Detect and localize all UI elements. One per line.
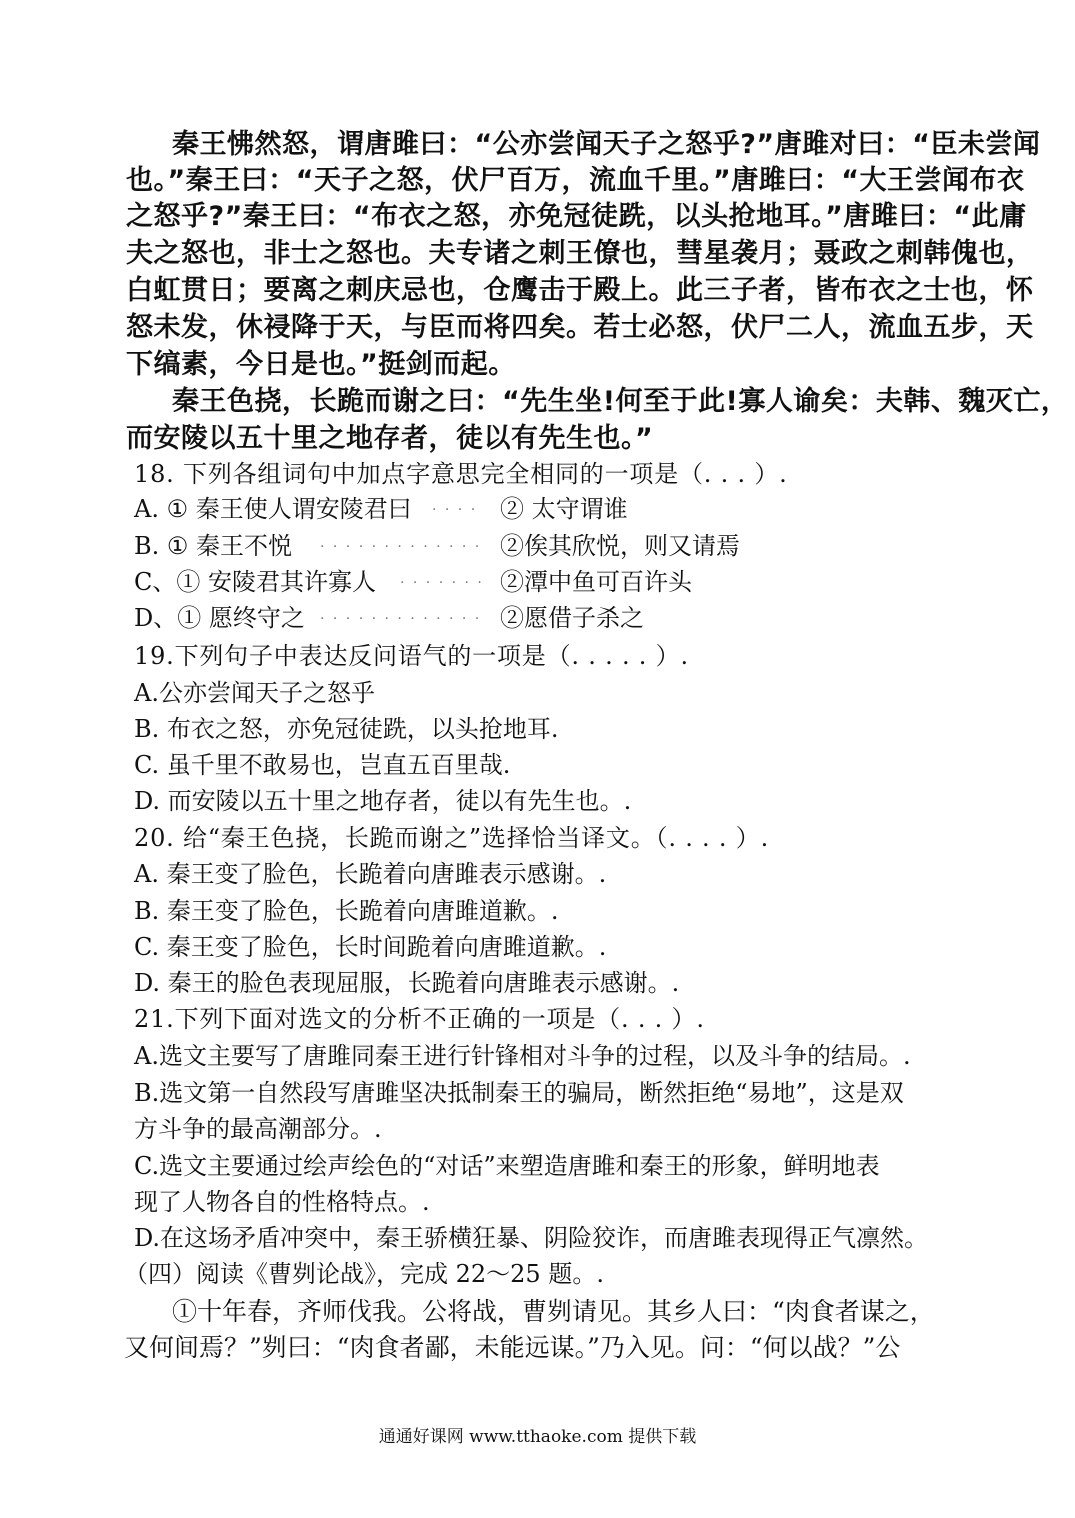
passage-line: 白虹贯日；要离之刺庆忌也，仓鹰击于殿上。此三子者，皆布衣之士也，怀 (126, 275, 1034, 306)
question-18-option-c (134, 562, 834, 596)
question-21-option: 现了人物各自的性格特点。. (134, 1188, 430, 1216)
question-19-option: D. 而安陵以五十里之地存者，徒以有先生也。. (134, 787, 632, 815)
passage-line: 秦王怫然怒，谓唐雎曰：“公亦尝闻天子之怒乎?”唐雎对曰：“臣未尝闻 (172, 129, 1041, 160)
question-19-stem: 19.下列句子中表达反问语气的一项是（. . . . . ）. (134, 642, 689, 670)
option-left: B. ① 秦王不悦 (134, 532, 293, 560)
option-right: ②愿借子杀之 (500, 604, 644, 632)
passage-line: 又何间焉？”刿曰：“肉食者鄙，未能远谋。”乃入见。问：“何以战？”公 (124, 1333, 901, 1362)
section-heading: （四）阅读《曹刿论战》，完成 22～25 题。. (124, 1260, 604, 1288)
passage-line: 下缟素，今日是也。”挺剑而起。 (126, 349, 516, 380)
option-dots: . . . . . . . . . . . . . (320, 535, 482, 551)
option-left: C、① 安陵君其许寡人 (134, 568, 376, 596)
passage-line: 怒未发，休祲降于天，与臣而将四矣。若士必怒，伏尸二人，流血五步，天 (126, 312, 1034, 343)
passage-line: 之怒乎?”秦王曰：“布衣之怒，亦免冠徒跣，以头抢地耳。”唐雎曰：“此庸 (126, 201, 1027, 232)
question-21-option: C.选文主要通过绘声绘色的“对话”来塑造唐雎和秦王的形象，鲜明地表 (134, 1152, 880, 1180)
question-21-option: A.选文主要写了唐雎同秦王进行针锋相对斗争的过程，以及斗争的结局。. (134, 1042, 911, 1070)
question-20-option: A. 秦王变了脸色，长跪着向唐雎表示感谢。. (134, 860, 607, 888)
option-dots: . . . . (432, 498, 478, 514)
question-20-stem: 20. 给“秦王色挠，长跪而谢之”选择恰当译文。（. . . . ）. (134, 824, 769, 852)
passage-line: 夫之怒也，非士之怒也。夫专诸之刺王僚也，彗星袭月；聂政之刺韩傀也， (126, 238, 1034, 269)
option-left: D、① 愿终守之 (134, 604, 305, 632)
option-left: A. ① 秦王使人谓安陵君曰 (134, 495, 412, 523)
option-dots: . . . . . . . (400, 571, 484, 587)
question-18-option-b (134, 526, 834, 560)
option-right: ② 太守谓谁 (500, 495, 628, 523)
question-19-option: C. 虽千里不敢易也，岂直五百里哉. (134, 751, 511, 779)
option-right: ②俟其欣悦，则又请焉 (500, 532, 740, 560)
question-21-option: D.在这场矛盾冲突中，秦王骄横狂暴、阴险狡诈，而唐雎表现得正气凛然。 (134, 1224, 929, 1252)
question-18-option-d (134, 598, 834, 632)
question-20-option: C. 秦王变了脸色，长时间跪着向唐雎道歉。. (134, 933, 607, 961)
passage-line: 也。”秦王曰：“天子之怒，伏尸百万，流血千里。”唐雎曰：“大王尝闻布衣 (126, 165, 1025, 196)
question-21-stem: 21.下列下面对选文的分析不正确的一项是（. . . ）. (134, 1005, 705, 1033)
passage-line: 而安陵以五十里之地存者，徒以有先生也。” (126, 423, 654, 454)
question-19-option: A.公亦尝闻天子之怒乎 (134, 679, 375, 707)
question-20-option: D. 秦王的脸色表现屈服，长跪着向唐雎表示感谢。. (134, 969, 680, 997)
question-18-stem: 18. 下列各组词句中加点字意思完全相同的一项是（. . . ）. (134, 460, 788, 488)
page-footer: 通通好课网 www.tthaoke.com 提供下载 (378, 1427, 697, 1447)
question-19-option: B. 布衣之怒，亦免冠徒跣，以头抢地耳. (134, 715, 559, 743)
question-18-option-a (134, 489, 834, 523)
option-right: ②潭中鱼可百许头 (500, 568, 692, 596)
question-21-option: 方斗争的最高潮部分。. (134, 1115, 382, 1143)
question-21-option: B.选文第一自然段写唐雎坚决抵制秦王的骗局，断然拒绝“易地”，这是双 (134, 1079, 904, 1107)
question-20-option: B. 秦王变了脸色，长跪着向唐雎道歉。. (134, 897, 559, 925)
passage-line: 秦王色挠，长跪而谢之曰：“先生坐!何至于此!寡人谕矣：夫韩、魏灭亡， (172, 386, 1069, 417)
passage-line: ①十年春，齐师伐我。公将战，曹刿请见。其乡人曰：“肉食者谋之， (172, 1297, 935, 1326)
option-dots: . . . . . . . . . . . . . (320, 607, 482, 623)
